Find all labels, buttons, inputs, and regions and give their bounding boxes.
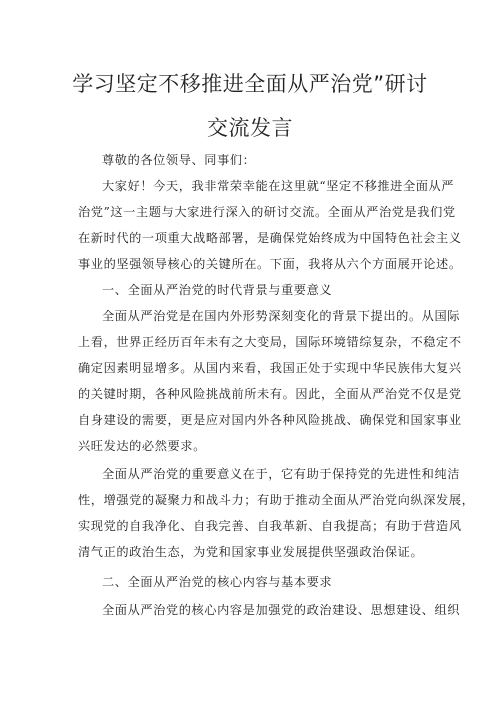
paragraph-line: 事业的坚强领导核心的关键所在。下面，我将从六个方面展开论述。 bbox=[78, 257, 462, 271]
paragraph-line: 兴旺发达的必然要求。 bbox=[78, 439, 206, 453]
paragraph-line: 实现党的自我净化、自我完善、自我革新、自我提高；有助于营造风 bbox=[78, 519, 462, 533]
paragraph-line: 上看，世界正经历百年未有之大变局，国际环境错综复杂，不稳定不 bbox=[78, 335, 462, 349]
paragraph-line: 的关键时期，各种风险挑战前所未有。因此，全面从严治党不仅是党 bbox=[78, 387, 462, 401]
paragraph-line: 治党”这一主题与大家进行深入的研讨交流。全面从严治党是我们党 bbox=[78, 205, 456, 219]
page-title-continued: 交流发言 bbox=[207, 116, 293, 140]
paragraph-line: 在新时代的一项重大战略部署，是确保党始终成为中国特色社会主义 bbox=[78, 231, 462, 245]
section-heading: 二、全面从严治党的核心内容与基本要求 bbox=[102, 575, 333, 589]
paragraph-line: 性，增强党的凝聚力和战斗力；有助于推动全面从严治党向纵深发展， bbox=[78, 493, 475, 507]
paragraph-line: 全面从严治党是在国内外形势深刻变化的背景下提出的。从国际 bbox=[102, 309, 461, 323]
page-title: 学习坚定不移推进全面从严治党”研讨 bbox=[72, 72, 428, 96]
paragraph-line: 清气正的政治生态，为党和国家事业发展提供坚强政治保证。 bbox=[78, 545, 424, 559]
paragraph-line: 确定因素明显增多。从国内来看，我国正处于实现中华民族伟大复兴 bbox=[78, 361, 462, 375]
paragraph-line: 全面从严治党的重要意义在于，它有助于保持党的先进性和纯洁 bbox=[102, 467, 461, 481]
section-heading: 一、全面从严治党的时代背景与重要意义 bbox=[102, 283, 333, 297]
paragraph-line: 大家好！今天，我非常荣幸能在这里就“坚定不移推进全面从严 bbox=[102, 179, 455, 193]
salutation: 尊敬的各位领导、同事们： bbox=[102, 153, 256, 167]
paragraph-line: 全面从严治党的核心内容是加强党的政治建设、思想建设、组织 bbox=[102, 603, 461, 617]
paragraph-line: 自身建设的需要，更是应对国内外各种风险挑战、确保党和国家事业 bbox=[78, 413, 462, 427]
